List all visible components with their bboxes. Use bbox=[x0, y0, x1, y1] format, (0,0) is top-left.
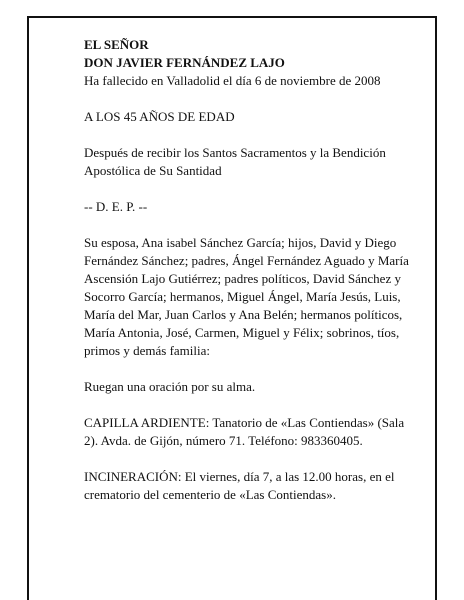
sacraments-line: Después de recibir los Santos Sacramentos y la Bendición Apostólica de Su Santidad bbox=[84, 145, 386, 178]
cremation-paragraph: INCINERACIÓN: El viernes, día 7, a las 12.00 horas, en el crematorio del cementerio de «Las Contiendas». bbox=[84, 469, 395, 502]
death-announcement: Ha fallecido en Valladolid el día 6 de noviembre de 2008 bbox=[84, 73, 381, 88]
deceased-title: EL SEÑOR bbox=[84, 37, 149, 52]
prayer-line: Ruegan una oración por su alma. bbox=[84, 379, 256, 394]
chapel-paragraph: CAPILLA ARDIENTE: Tanatorio de «Las Contiendas» (Sala 2). Avda. de Gijón, número 71. Teléfono: 983360405. bbox=[84, 415, 405, 448]
dep-line: -- D. E. P. -- bbox=[84, 199, 148, 214]
obituary-content bbox=[84, 36, 414, 504]
age-line: A LOS 45 AÑOS DE EDAD bbox=[84, 109, 235, 124]
family-paragraph: Su esposa, Ana isabel Sánchez García; hijos, David y Diego Fernández Sánchez; padres, Ángel Fernández Aguado y María Ascensión Lajo Gutiérrez; padres políticos, David Sánchez y Socorro García; hermanos, Miguel Ángel, María Jesús, Luis, María del Mar, Juan Carlos y Ana Belén; hermanos políticos, María Antonia, José, Carmen, Miguel y Félix; sobrinos, tíos, primos y demás familia: bbox=[84, 235, 409, 358]
deceased-name: DON JAVIER FERNÁNDEZ LAJO bbox=[84, 55, 285, 70]
